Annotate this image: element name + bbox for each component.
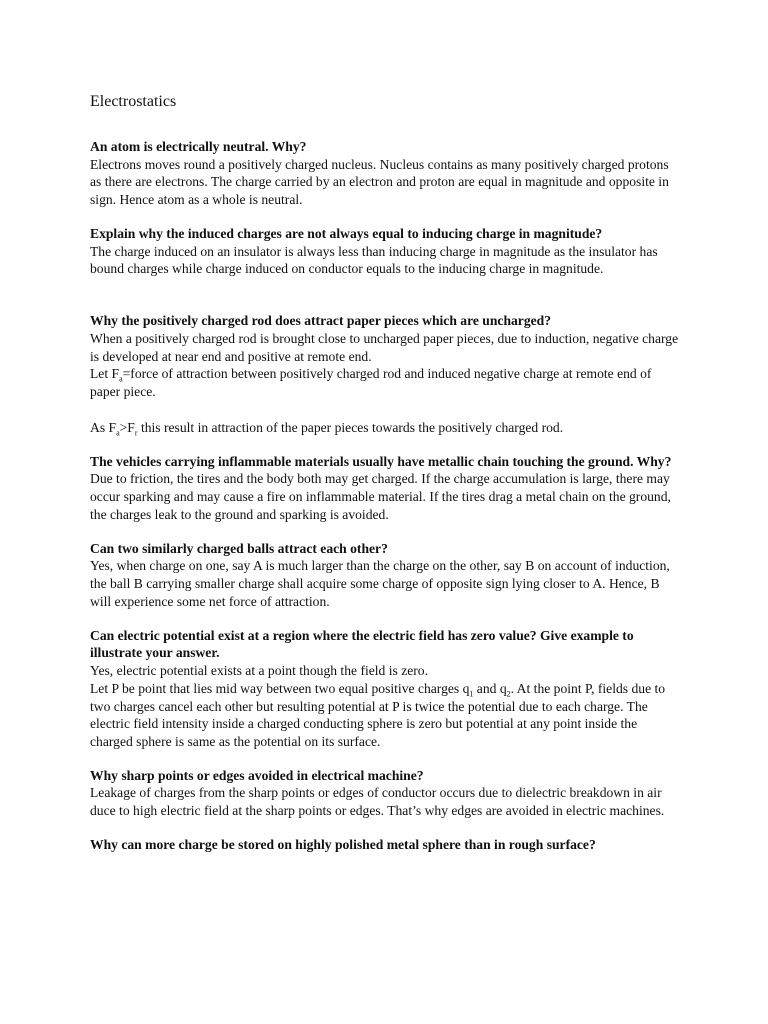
document-title: Electrostatics [90, 93, 177, 110]
question: Why the positively charged rod does attract paper pieces which are uncharged? [90, 313, 552, 329]
qa-block-sharp-points [90, 767, 680, 820]
answer: Leakage of charges from the sharp points or edges of conductor occurs due to dielectric breakdown in air duce to high electric field at the sharp points or edges. That’s why edges are avoided in electric machines. [90, 785, 665, 819]
qa-block-potential-zero-field [90, 627, 680, 751]
question: An atom is electrically neutral. Why? [90, 139, 307, 154]
qa-block-induced-charges [90, 225, 680, 278]
qa-block-similar-charges [90, 540, 680, 611]
qa-block-metallic-chain [90, 453, 680, 524]
answer: When a positively charged rod is brought close to uncharged paper pieces, due to induction, negative charge is developed at near end and positive at remote end. [90, 330, 679, 364]
question: Why sharp points or edges avoided in electrical machine? [90, 767, 424, 783]
answer-force-definition: Let $F_a=force$ of attraction between positively charged rod and induced negative charge at remote end of paper piece. [90, 366, 652, 400]
qa-block-charged-rod [90, 312, 680, 437]
qa-block-atom-neutral [90, 138, 680, 209]
document-page [90, 92, 680, 870]
question: Why can more charge be stored on highly polished metal sphere than in rough surface? [90, 837, 596, 853]
answer: The charge induced on an insulator is always less than inducing charge in magnitude as the insulator has bound charges while charge induced on conductor equals to the inducing charge in magnitude. [90, 243, 658, 277]
question: Explain why the induced charges are not always equal to inducing charge in magnitude? [90, 225, 603, 241]
answer: Yes, electric potential exists at a point though the field is zero. [90, 662, 429, 678]
question: Can electric potential exist at a region where the electric field has zero value? Give example to illustrate your answer. [90, 627, 634, 661]
question: The vehicles carrying inflammable materials usually have metallic chain touching the ground. Why? [90, 453, 672, 469]
question: Can two similarly charged balls attract each other? [90, 540, 388, 556]
qa-block-polished-sphere [90, 836, 680, 854]
answer-conclusion: As $F_a>F_r$ this result in attraction of the paper pieces towards the positively charged rod. [90, 419, 564, 438]
answer-example: Let P be point that lies mid way between two equal positive charges $q_1$ and $q_2$. At the point P, fields due to two charges cancel each other but resulting potential at P is twice the potential due to each charge. The electric field intensity inside a charged conducting sphere is zero but potential at any point inside the charged sphere is same as the potential on its surface. [90, 680, 666, 750]
answer: Electrons moves round a positively charged nucleus. Nucleus contains as many positively charged protons as there are electrons. The charge carried by an electron and proton are equal in magnitude and opposite in sign. Hence atom as a whole is neutral. [90, 156, 669, 208]
answer: Due to friction, the tires and the body both may get charged. If the charge accumulation is large, there may occur sparking and may cause a fire on inflammable material. If the tires drag a metal chain on the ground, the charges leak to the ground and sparking is avoided. [90, 471, 671, 522]
answer: Yes, when charge on one, say A is much larger than the charge on the other, say B on account of induction, the ball B carrying smaller charge shall acquire some charge of opposite sign lying closer to A. Hence, B will experience some net force of attraction. [90, 558, 670, 609]
